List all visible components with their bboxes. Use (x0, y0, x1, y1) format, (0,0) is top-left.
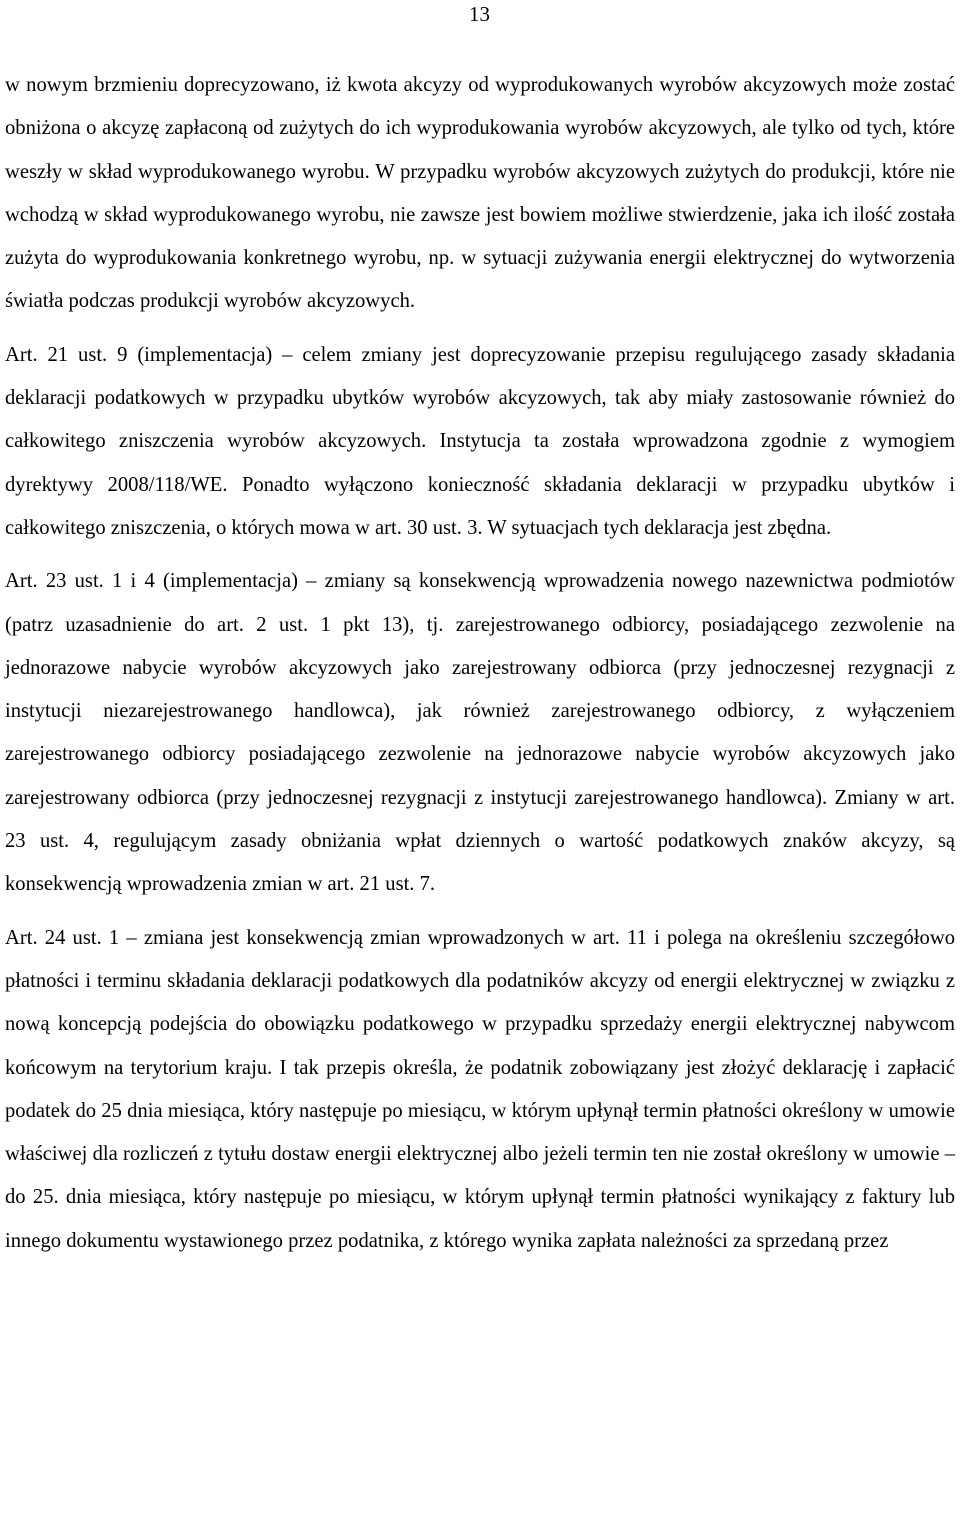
paragraph-art-24: Art. 24 ust. 1 – zmiana jest konsekwencją zmian wprowadzonych w art. 11 i polega na określeniu szczegółowo płatności i terminu składania deklaracji podatkowych dla podatników akcyzy od energii elektrycznej w związku z nową koncepcją podejścia do obowiązku podatkowego w przypadku sprzedaży energii elektrycznej nabywcom końcowym na terytorium kraju. I tak przepis określa, że podatnik zobowiązany jest złożyć deklarację i zapłacić podatek do 25 dnia miesiąca, który następuje po miesiącu, w którym upłynął termin płatności określony w umowie właściwej dla rozliczeń z tytułu dostaw energii elektrycznej albo jeżeli termin ten nie został określony w umowie – do 25. dnia miesiąca, który następuje po miesiącu, w którym upłynął termin płatności wynikający z faktury lub innego dokumentu wystawionego przez podatnika, z którego wynika zapłata należności za sprzedaną przez (5, 926, 955, 1252)
paragraph-art-21: Art. 21 ust. 9 (implementacja) – celem zmiany jest doprecyzowanie przepisu regulującego zasady składania deklaracji podatkowych w przypadku ubytków wyrobów akcyzowych, tak aby miały zastosowanie również do całkowitego zniszczenia wyrobów akcyzowych. Instytucja ta została wprowadzona zgodnie z wymogiem dyrektywy 2008/118/WE. Ponadto wyłączono konieczność składania deklaracji w przypadku ubytków i całkowitego zniszczenia, o których mowa w art. 30 ust. 3. W sytuacjach tych deklaracja jest zbędna. (5, 343, 955, 539)
paragraph-akcyza-reduction: w nowym brzmieniu doprecyzowano, iż kwota akcyzy od wyprodukowanych wyrobów akcyzowych może zostać obniżona o akcyzę zapłaconą od zużytych do ich wyprodukowania wyrobów akcyzowych, ale tylko od tych, które weszły w skład wyprodukowanego wyrobu. W przypadku wyrobów akcyzowych zużytych do produkcji, które nie wchodzą w skład wyprodukowanego wyrobu, nie zawsze jest bowiem możliwe stwierdzenie, jaka ich ilość została zużyta do wyprodukowania konkretnego wyrobu, np. w sytuacji zużywania energii elektrycznej do wytworzenia światła podczas produkcji wyrobów akcyzowych. (5, 74, 955, 313)
page-number: 13 (469, 2, 490, 26)
paragraph-art-23: Art. 23 ust. 1 i 4 (implementacja) – zmiany są konsekwencją wprowadzenia nowego nazewnictwa podmiotów (patrz uzasadnienie do art. 2 ust. 1 pkt 13), tj. zarejestrowanego odbiorcy, posiadającego zezwolenie na jednorazowe nabycie wyrobów akcyzowych jako zarejestrowany odbiorca (przy jednoczesnej rezygnacji z instytucji niezarejestrowanego handlowca), jak również zarejestrowanego odbiorcy, z wyłączeniem zarejestrowanego odbiorcy posiadającego zezwolenie na jednorazowe nabycie wyrobów akcyzowych jako zarejestrowany odbiorca (przy jednoczesnej rezygnacji z instytucji zarejestrowanego handlowca). Zmiany w art. 23 ust. 4, regulującym zasady obniżania wpłat dziennych o wartość podatkowych znaków akcyzy, są konsekwencją wprowadzenia zmian w art. 21 ust. 7. (5, 570, 955, 896)
document-body (5, 64, 955, 1263)
